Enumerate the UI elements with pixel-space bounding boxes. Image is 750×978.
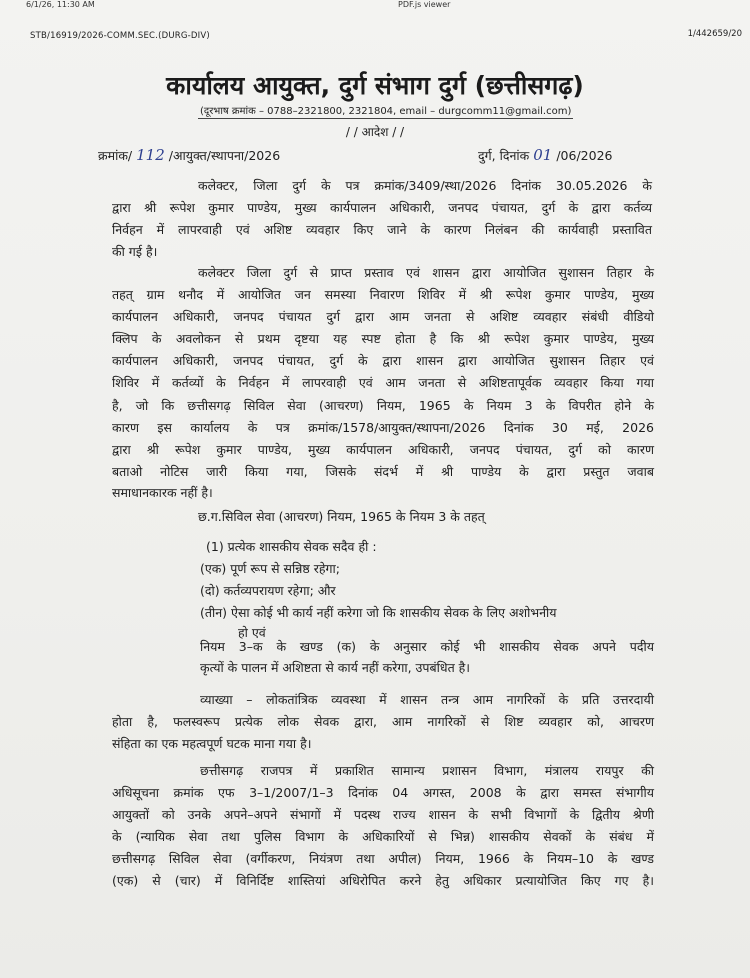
contact-line: (दूरभाष क्रमांक – 0788–2321800, 2321804, email – durgcomm11@gmail.com) xyxy=(198,103,573,119)
body-line: की गई है। xyxy=(112,244,158,259)
rule-item: (1) प्रत्येक शासकीय सेवक सदैव ही : xyxy=(206,539,377,554)
body-line: निर्वहन में लापरवाही एवं अशिष्ट व्यवहार किए जाने के कारण निलंबन की कार्यवाही प्रस्तावित xyxy=(112,222,652,237)
body-line: अधिसूचना क्रमांक एफ 3–1/2007/1–3 दिनांक 04 अगस्त, 2008 के द्वारा समस्त संभागीय xyxy=(112,785,654,800)
body-line: तहत् ग्राम थनौद में आयोजित जन समस्या निवारण शिविर में श्री रूपेश कुमार पाण्डेय, मुख्य xyxy=(112,287,654,302)
rule-item: (एक) पूर्ण रूप से सन्निष्ठ रहेगा; xyxy=(200,561,340,576)
rule-heading: छ.ग.सिविल सेवा (आचरण) नियम, 1965 के नियम 3 के तहत् xyxy=(198,509,485,524)
body-line: कार्यपालन अधिकारी, जनपद पंचायत, दुर्ग के द्वारा शासन द्वारा आयोजित सुशासन तिहार एवं xyxy=(112,353,654,368)
body-line: समाधानकारक नहीं है। xyxy=(112,485,213,500)
body-line: के (न्यायिक सेवा तथा पुलिस विभाग के अधिकारियों से भिन्न) शासकीय सेवकों के संबंध में xyxy=(112,829,654,844)
body-line: द्वारा श्री रूपेश कुमार पाण्डेय, मुख्य कार्यपालन अधिकारी, जनपद पंचायत, दुर्ग के द्वारा कर्तव्य xyxy=(112,200,652,215)
body-line: कलेक्टर जिला दुर्ग से प्राप्त प्रस्ताव एवं शासन द्वारा आयोजित सुशासन तिहार के xyxy=(198,265,654,280)
office-title: कार्यालय आयुक्त, दुर्ग संभाग दुर्ग (छत्तीसगढ़) xyxy=(166,71,584,100)
viewer-title: PDF.js viewer xyxy=(398,0,451,9)
order-number-label: क्रमांक xyxy=(98,148,128,163)
body-line: शिविर में कर्तव्यों के निर्वहन में लापरवाही एवं आम जनता से अशिष्टतापूर्वक व्यवहार किया गया xyxy=(112,375,654,390)
order-date-rest: /06/2026 xyxy=(556,148,613,163)
body-line: संहिता का एक महत्वपूर्ण घटक माना गया है। xyxy=(112,736,312,751)
timestamp: 6/1/26, 11:30 AM xyxy=(26,0,95,9)
body-line: है, जो कि छत्तीसगढ़ सिविल सेवा (आचरण) नियम, 1965 के नियम 3 के विपरीत होने के xyxy=(112,398,654,413)
body-line: कारण इस कार्यालय के पत्र क्रमांक/1578/आयुक्त/स्थापना/2026 दिनांक 30 मई, 2026 xyxy=(112,420,654,435)
body-line: व्याख्या – लोकतांत्रिक व्यवस्था में शासन तन्त्र आम नागरिकों के प्रति उत्तरदायी xyxy=(200,692,654,707)
body-line: बताओ नोटिस जारी किया गया, जिसके संदर्भ में श्री पाण्डेय के द्वारा प्रस्तुत जवाब xyxy=(112,464,654,479)
body-line: क्लिप के अवलोकन से प्रथम दृष्टया यह स्पष्ट होता है कि श्री रूपेश कुमार पाण्डेय, मुख्य xyxy=(112,331,654,346)
order-heading: / / आदेश / / xyxy=(345,125,405,139)
order-date-day: 01 xyxy=(533,146,553,164)
rule-item: हो एवं xyxy=(238,625,266,640)
order-date xyxy=(478,146,612,164)
body-line: कार्यपालन अधिकारी, जनपद पंचायत दुर्ग द्वारा आम जनता से अशिष्ट व्यवहार संबंधी वीडियो xyxy=(112,309,654,324)
status-bar xyxy=(0,0,750,12)
body-line: आयुक्तों को उनके अपने–अपने संभागों में पदस्थ राज्य शासन के सभी विभागों के द्वितीय श्रेणी xyxy=(112,807,654,822)
rule-item: (दो) कर्तव्यपरायण रहेगा; और xyxy=(200,583,336,598)
body-line: छत्तीसगढ़ राजपत्र में प्रकाशित सामान्य प्रशासन विभाग, मंत्रालय रायपुर की xyxy=(200,763,654,778)
order-number-suffix: /आयुक्त/स्थापना/2026 xyxy=(168,148,281,163)
order-number: क्रमांक/ 112 /आयुक्त/स्थापना/2026 xyxy=(98,146,281,164)
body-line: होता है, फलस्वरूप प्रत्येक लोक सेवक द्वारा, आम नागरिकों से शिष्ट व्यवहार को, आचरण xyxy=(112,714,654,729)
order-date-label: दुर्ग, दिनांक xyxy=(478,148,530,163)
body-line: (एक) से (चार) में विनिर्दिष्ट शास्तियां अधिरोपित करने हेतु अधिकार प्रत्यायोजित किए गए है। xyxy=(112,873,654,888)
body-line: छत्तीसगढ़ सिविल सेवा (वर्गीकरण, नियंत्रण तथा अपील) नियम, 1966 के नियम–10 के खण्ड xyxy=(112,851,654,866)
body-line: कलेक्टर, जिला दुर्ग के पत्र क्रमांक/3409/स्था/2026 दिनांक 30.05.2026 के xyxy=(198,178,652,193)
order-number-handwritten: 112 xyxy=(136,146,165,164)
reference-number-left: STB/16919/2026-COMM.SEC.(DURG-DIV) xyxy=(30,31,210,41)
body-line: द्वारा श्री रूपेश कुमार पाण्डेय, मुख्य कार्यपालन अधिकारी, जनपद पंचायत, दुर्ग को कारण xyxy=(112,442,654,457)
rule-item: (तीन) ऐसा कोई भी कार्य नहीं करेगा जो कि शासकीय सेवक के लिए अशोभनीय xyxy=(200,605,557,620)
body-line: कृत्यों के पालन में अशिष्टता से कार्य नहीं करेगा, उपबंधित है। xyxy=(200,660,471,675)
reference-number-right: 1/442659/20 xyxy=(687,29,742,39)
body-line: नियम 3–क के खण्ड (क) के अनुसार कोई भी शासकीय सेवक अपने पदीय xyxy=(200,639,654,654)
